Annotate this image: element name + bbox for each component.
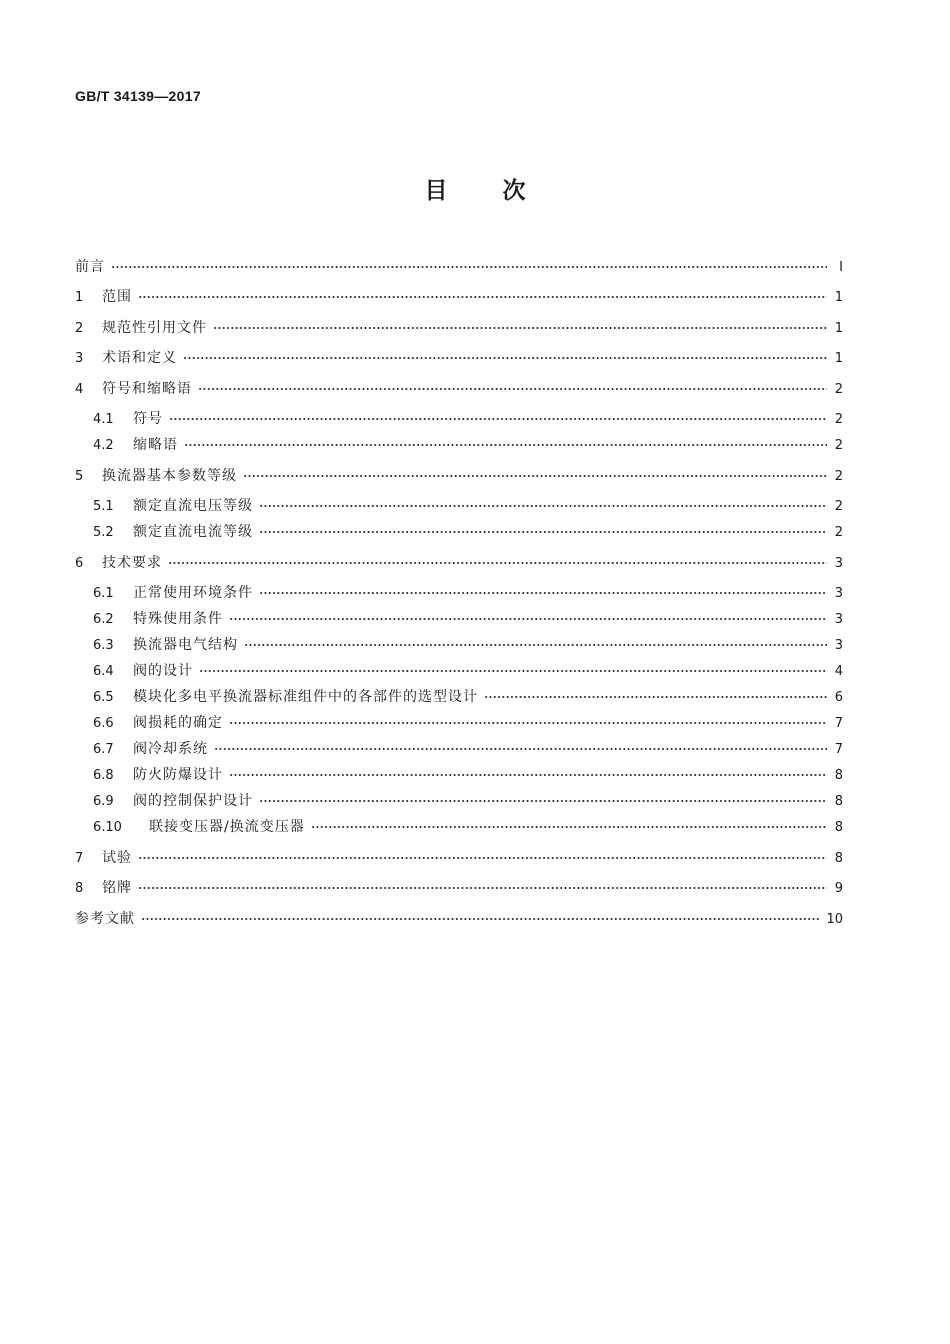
- dot-leader: [183, 356, 827, 360]
- toc-entry-label: 范围: [102, 289, 132, 305]
- toc-entry-label: 正常使用环境条件: [133, 585, 253, 601]
- toc-entry-number: 8: [75, 881, 84, 896]
- toc-subentry[interactable]: [93, 495, 843, 517]
- toc-entry-number: 4.2: [93, 438, 114, 453]
- dot-leader: [138, 856, 827, 860]
- toc-subentry[interactable]: [93, 712, 843, 734]
- toc-subentry[interactable]: [93, 608, 843, 630]
- toc-entry-page: 2: [834, 412, 843, 427]
- dot-leader: [138, 295, 827, 299]
- toc-entry-label: 铭牌: [102, 880, 132, 896]
- toc-entry-number: 4: [75, 382, 84, 397]
- toc-entry[interactable]: [75, 465, 843, 487]
- toc-entry-page: 2: [834, 438, 843, 453]
- toc-entry-page: 1: [834, 321, 843, 336]
- toc-entry[interactable]: [75, 378, 843, 400]
- toc-subentry[interactable]: [93, 408, 843, 430]
- toc-entry-label: 联接变压器/换流变压器: [149, 819, 305, 835]
- toc-entry-page: 8: [834, 820, 843, 835]
- toc-entry-label: 规范性引用文件: [102, 320, 207, 336]
- toc-entry-label: 缩略语: [133, 437, 178, 453]
- toc-subentry[interactable]: [93, 764, 843, 786]
- toc-subentry[interactable]: [93, 521, 843, 543]
- dot-leader: [184, 443, 827, 447]
- dot-leader: [138, 886, 827, 890]
- toc-entry-page: 7: [834, 742, 843, 757]
- toc-entry[interactable]: [75, 908, 843, 930]
- toc-subentry[interactable]: [93, 790, 843, 812]
- toc-entry-label: 额定直流电流等级: [133, 524, 253, 540]
- toc-entry-page: 10: [826, 912, 843, 927]
- toc-entry-page: 7: [834, 716, 843, 731]
- toc-subentry[interactable]: [93, 634, 843, 656]
- toc-entry-label: 特殊使用条件: [133, 611, 223, 627]
- dot-leader: [229, 773, 827, 777]
- dot-leader: [169, 417, 827, 421]
- dot-leader: [198, 387, 827, 391]
- toc-entry-page: 6: [834, 690, 843, 705]
- toc-entry-number: 3: [75, 351, 84, 366]
- dot-leader: [141, 917, 820, 921]
- toc-entry-number: 6.9: [93, 794, 114, 809]
- toc-entry-page: 9: [834, 881, 843, 896]
- document-code: GB/T 34139—2017: [75, 88, 201, 104]
- toc-entry-number: 4.1: [93, 412, 114, 427]
- toc-entry-label: 额定直流电压等级: [133, 498, 253, 514]
- toc-entry[interactable]: [75, 552, 843, 574]
- dot-leader: [229, 617, 827, 621]
- toc-entry-label: 阀的设计: [133, 663, 193, 679]
- dot-leader: [214, 747, 827, 751]
- dot-leader: [311, 825, 827, 829]
- toc-entry[interactable]: [75, 286, 843, 308]
- dot-leader: [229, 721, 827, 725]
- toc-entry-number: 6.10: [93, 820, 122, 835]
- toc-entry-page: 3: [834, 612, 843, 627]
- toc-entry-number: 1: [75, 290, 84, 305]
- dot-leader: [111, 265, 827, 269]
- dot-leader: [259, 591, 827, 595]
- toc-entry-page: 2: [834, 469, 843, 484]
- dot-leader: [259, 799, 827, 803]
- toc-entry[interactable]: [75, 317, 843, 339]
- toc-entry-page: Ⅰ: [839, 260, 843, 275]
- toc-entry-label: 换流器基本参数等级: [102, 468, 237, 484]
- toc-entry-number: 6.8: [93, 768, 114, 783]
- toc-entry-number: 6.1: [93, 586, 114, 601]
- toc-entry[interactable]: [75, 256, 843, 278]
- toc-entry-label: 参考文献: [75, 911, 135, 927]
- toc-entry-label: 换流器电气结构: [133, 637, 238, 653]
- toc-entry-number: 6.5: [93, 690, 114, 705]
- toc-entry[interactable]: [75, 847, 843, 869]
- toc-entry-label: 阀损耗的确定: [133, 715, 223, 731]
- toc-entry-label: 术语和定义: [102, 350, 177, 366]
- toc-entry-label: 试验: [102, 850, 132, 866]
- toc-entry-label: 符号和缩略语: [102, 381, 192, 397]
- toc-entry-page: 1: [834, 351, 843, 366]
- toc-entry-label: 技术要求: [102, 555, 162, 571]
- toc-subentry[interactable]: [93, 582, 843, 604]
- toc-entry-label: 前言: [75, 259, 105, 275]
- toc-entry-page: 8: [834, 768, 843, 783]
- toc-entry-number: 6: [75, 556, 84, 571]
- dot-leader: [259, 530, 827, 534]
- toc-entry-number: 5.2: [93, 525, 114, 540]
- toc-entry-number: 2: [75, 321, 84, 336]
- toc-entry-number: 5.1: [93, 499, 114, 514]
- dot-leader: [168, 561, 827, 565]
- toc-entry-label: 符号: [133, 411, 163, 427]
- dot-leader: [199, 669, 827, 673]
- dot-leader: [213, 326, 827, 330]
- toc-entry-number: 6.2: [93, 612, 114, 627]
- toc-entry-label: 模块化多电平换流器标准组件中的各部件的选型设计: [133, 689, 478, 705]
- dot-leader: [484, 695, 827, 699]
- toc-entry-label: 阀冷却系统: [133, 741, 208, 757]
- toc-entry-label: 防火防爆设计: [133, 767, 223, 783]
- toc-entry-number: 6.7: [93, 742, 114, 757]
- toc-entry-label: 阀的控制保护设计: [133, 793, 253, 809]
- toc-entry-page: 3: [834, 556, 843, 571]
- toc-entry-number: 6.4: [93, 664, 114, 679]
- toc-entry-page: 3: [834, 638, 843, 653]
- dot-leader: [259, 504, 827, 508]
- toc-entry[interactable]: [75, 347, 843, 369]
- toc-subentry[interactable]: [93, 738, 843, 760]
- toc-entry-page: 2: [834, 499, 843, 514]
- toc-entry-number: 6.6: [93, 716, 114, 731]
- toc-entry-page: 8: [834, 794, 843, 809]
- toc-subentry[interactable]: [93, 660, 843, 682]
- toc-subentry[interactable]: [93, 686, 843, 708]
- toc-title: 目次: [424, 178, 581, 204]
- toc-entry-page: 4: [834, 664, 843, 679]
- toc-entry-page: 1: [834, 290, 843, 305]
- dot-leader: [243, 474, 827, 478]
- toc-entry-page: 2: [834, 382, 843, 397]
- dot-leader: [244, 643, 827, 647]
- toc-subentry[interactable]: [93, 816, 843, 838]
- toc-entry-number: 6.3: [93, 638, 114, 653]
- toc-entry-page: 2: [834, 525, 843, 540]
- toc-entry-number: 7: [75, 851, 84, 866]
- toc-subentry[interactable]: [93, 434, 843, 456]
- toc-entry-page: 8: [834, 851, 843, 866]
- toc-entry[interactable]: [75, 877, 843, 899]
- toc-entry-page: 3: [834, 586, 843, 601]
- toc-entry-number: 5: [75, 469, 84, 484]
